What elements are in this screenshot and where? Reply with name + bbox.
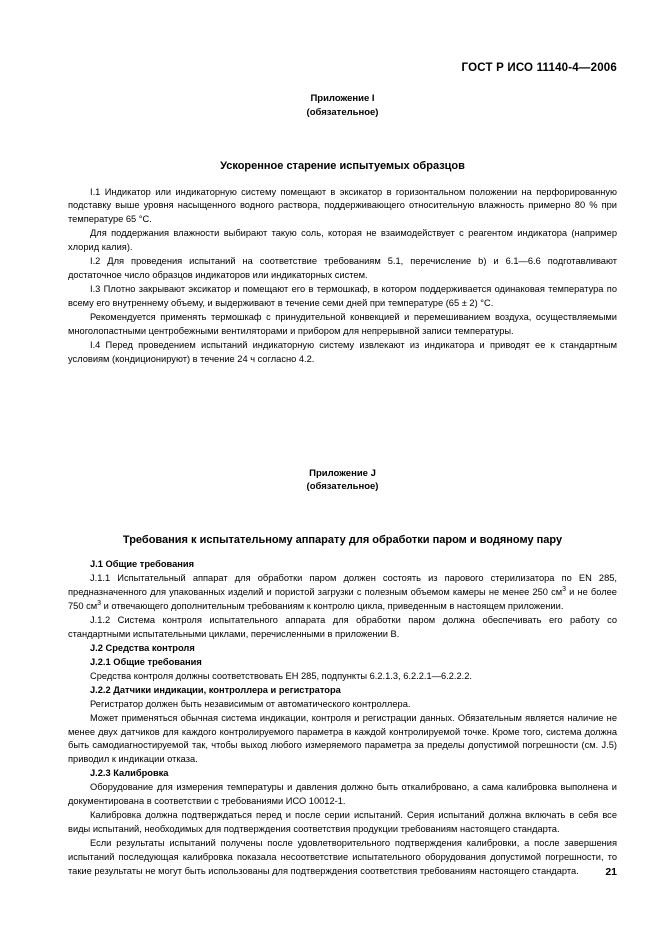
annex-i-label-block (68, 92, 617, 120)
annex-i-sublabel: (обязательное) (306, 106, 379, 118)
annex-j-paragraph: Калибровка должна подтверждаться перед и после серии испытаний. Серия испытаний должна включать в себя все виды испытаний, необходимых для подтверждения соответствия продукции требованиям настоящего стандарта. (68, 810, 617, 835)
section-heading: J.2.3 Калибровка (90, 768, 169, 779)
annex-i-paragraph: I.2 Для проведения испытаний на соответствие требованиям 5.1, перечисление b) и 6.1—6.6 подготавливают достаточное число образцов индикаторов или индикаторных систем. (68, 256, 617, 281)
annex-j-sublabel: (обязательное) (306, 481, 379, 493)
annex-j-paragraph: Оборудование для измерения температуры и давления должно быть откалибровано, а сама калибровка выполнена и документирована в соответствии с требованиями ИСО 10012-1. (68, 782, 617, 807)
spacer (68, 494, 617, 534)
annex-i-label: Приложение I (310, 93, 375, 104)
annex-j-paragraph: Может применяться обычная система индикации, контроля и регистрации данных. Обязательным является наличие не менее двух датчиков для каждого контролируемого параметра в каждой контролируемой точке. Кроме того, система должна быть самодиагностируемой так, чтобы выход любого измеряемого параметра за пределы допустимой погрешности (см. J.5) приводил к индикации отказа. (68, 712, 617, 765)
section-heading: J.2.1 Общие требования (90, 656, 202, 667)
annex-i-paragraph: I.1 Индикатор или индикаторную систему помещают в эксикатор в горизонтальном положении на перфорированную подставку выше уровня насыщенного водного раствора, поддерживающего относительную влажность примерно 80 % при температуре 65 °С. (68, 186, 617, 225)
annex-i-title: Ускоренное старение испытуемых образцов (220, 159, 465, 172)
annex-i-paragraph: I.3 Плотно закрывают эксикатор и помещают его в термошкаф, в котором поддерживается одинаковая температура по всему его внутреннему объему, и выдерживают в течение семи дней при температуре (65 ± 2) °С. (68, 284, 617, 309)
annex-j-label: Приложение J (309, 467, 376, 479)
page-content (68, 92, 617, 879)
annex-i-paragraph: Рекомендуется применять термошкаф с принудительной конвекцией и перемешиванием воздуха, осуществляемыми многолопастными центробежными вентиляторами и прибором для непрерывной записи температуры. (68, 311, 617, 336)
annex-j-title: Требования к испытательному аппарату для обработки паром и водяному пару (122, 534, 563, 547)
spacer (68, 172, 617, 186)
page-header: ГОСТ Р ИСО 11140-4—2006 (461, 62, 617, 74)
section-heading: J.1 Общие требования (90, 559, 195, 570)
annex-j-paragraph: J.1.1 Испытательный аппарат для обработки паром должен состоять из парового стерилизатора по EN 285, предназначенного для упакованных изделий и пористой загрузки с полезным объемом камеры не менее 250 $см^3$ и не более 750 $см^3$ и отвечающего дополнительным требованиям к контролю цикла, приведенным в настоящем приложении. (68, 573, 617, 612)
annex-i-paragraph: I.4 Перед проведением испытаний индикаторную систему извлекают из индикатора и приводят ее к стандартным условиям (кондиционируют) в течение 24 ч согласно 4.2. (68, 339, 617, 364)
spacer (68, 367, 617, 467)
spacer (68, 546, 617, 558)
spacer (68, 120, 617, 160)
page-number: 21 (605, 866, 617, 878)
annex-j-label-block (68, 467, 617, 495)
annex-j-paragraph: J.1.2 Система контроля испытательного аппарата для обработки паром должна обеспечивать его работу со стандартными испытательными циклами, перечисленными в приложении B. (68, 615, 617, 639)
annex-j-paragraph: Если результаты испытаний получены после удовлетворительного подтверждения калибровки, а после завершения испытаний последующая калибровка показала несоответствие испытательного оборудования допустимой погрешности, то такие результаты не могут быть использованы для подтверждения соответствия требованиям настоящего стандарта. (68, 838, 617, 876)
annex-i-paragraph: Для поддержания влажности выбирают такую соль, которая не взаимодействует с реагентом индикатора (например хлорид калия). (68, 228, 617, 253)
section-heading: J.2 Средства контроля (90, 642, 195, 653)
annex-j-paragraph: Регистратор должен быть независимым от автоматического контроллера. (90, 698, 411, 709)
section-heading: J.2.2 Датчики индикации, контроллера и регистратора (90, 684, 341, 695)
annex-j-paragraph: Средства контроля должны соответствовать EH 285, подпункты 6.2.1.3, 6.2.2.1—6.2.2.2. (90, 670, 472, 681)
